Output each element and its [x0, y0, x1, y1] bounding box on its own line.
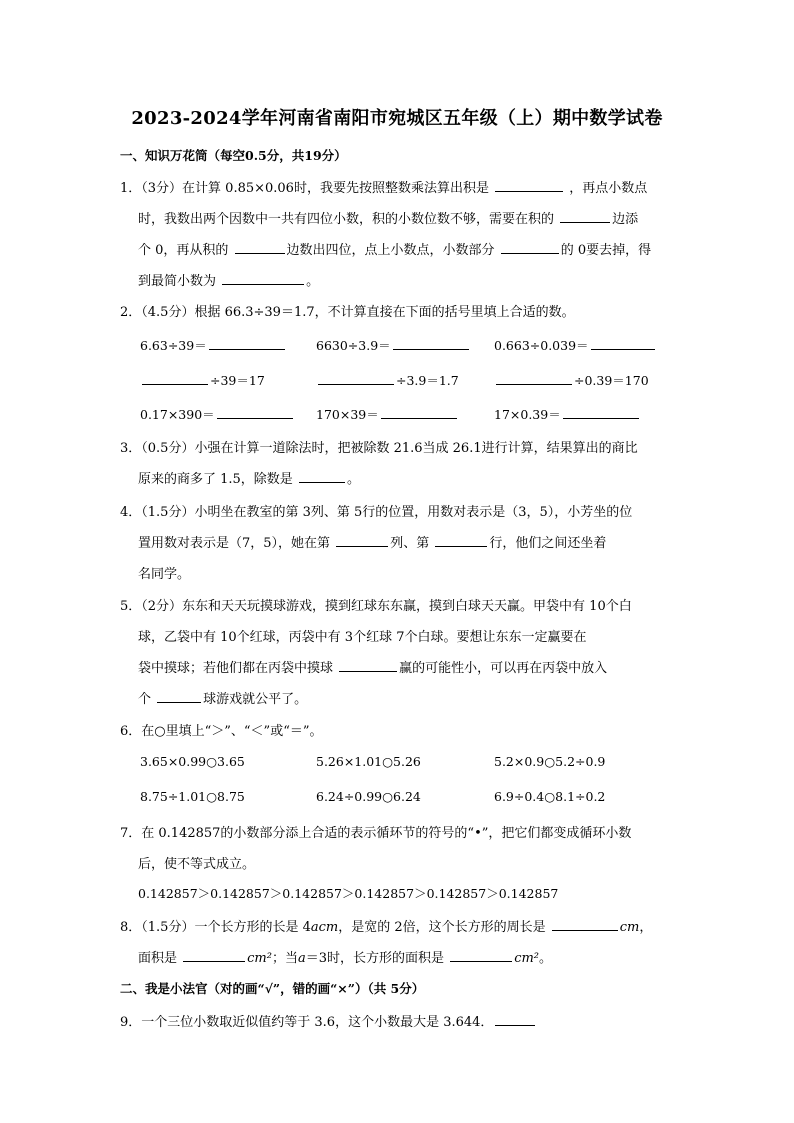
q1-text-b: ，再点小数点 [569, 181, 648, 196]
q4-text-b: 置用数对表示是（7，5），她在第 [138, 536, 331, 551]
q2-item [140, 371, 265, 389]
answer-blank[interactable] [450, 948, 512, 962]
answer-blank[interactable] [235, 240, 285, 254]
question-5-line-4 [138, 688, 307, 707]
q1-text-h: 到最简小数为 [138, 274, 217, 289]
q5-text-d: 赢的可能性小，可以再在丙袋中放入 [399, 661, 608, 676]
q2-expr: 6630÷3.9＝ [316, 338, 391, 353]
q8-end: 。 [539, 951, 553, 966]
answer-blank[interactable] [495, 1012, 535, 1026]
q2-expr: ÷39＝17 [210, 373, 265, 388]
answer-blank[interactable] [495, 178, 563, 192]
q8-text-b2: ；当 [271, 951, 298, 966]
question-7-line-2: 后，使不等式成立。 [138, 857, 256, 872]
q1-text-g: 的 0要去掉，得 [560, 243, 652, 258]
q2-expr: 0.663÷0.039＝ [494, 338, 589, 353]
answer-blank[interactable] [435, 533, 487, 547]
answer-blank[interactable] [209, 336, 285, 350]
q6-item[interactable]: 6.9÷0.4○8.1÷0.2 [494, 789, 606, 804]
answer-blank[interactable] [496, 371, 572, 385]
answer-blank[interactable] [591, 336, 655, 350]
answer-blank[interactable] [393, 336, 469, 350]
answer-blank[interactable] [501, 240, 559, 254]
q1-text-c: 时，我数出两个因数中一共有四位小数，积的小数位数不够，需要在积的 [138, 212, 555, 227]
question-1-line-1 [120, 177, 647, 196]
exam-title: 2023-2024学年河南省南阳市宛城区五年级（上）期中数学试卷 [131, 108, 663, 129]
question-1-line-3 [138, 239, 651, 258]
q1-text-e: 个 0，再从积的 [138, 243, 229, 258]
q2-item [140, 336, 287, 354]
answer-blank[interactable] [157, 689, 201, 703]
q5-text-e: 个 [138, 692, 152, 707]
answer-blank[interactable] [299, 469, 345, 483]
q2-item [140, 405, 295, 423]
question-1-line-2 [138, 208, 638, 227]
q8-unit: cm² [514, 951, 540, 966]
q2-expr: ÷3.9＝1.7 [396, 373, 459, 388]
q6-item[interactable]: 5.2×0.9○5.2÷0.9 [494, 754, 606, 769]
answer-blank[interactable] [381, 405, 457, 419]
q8-text-a: 8．（1.5分）一个长方形的长是 4 [120, 920, 311, 935]
q6-item[interactable]: 8.75÷1.01○8.75 [140, 789, 245, 804]
question-4-line-2 [138, 532, 606, 551]
q2-expr: 6.63÷39＝ [140, 338, 207, 353]
answer-blank[interactable] [336, 533, 388, 547]
q8-text-a2: ，是宽的 2倍，这个长方形的周长是 [338, 920, 546, 935]
q2-expr: 170×39＝ [316, 407, 379, 422]
question-1-line-4 [138, 270, 319, 289]
q2-expr: ÷0.39＝170 [574, 373, 649, 388]
q2-item [316, 336, 471, 354]
q2-item [494, 405, 641, 423]
q2-expr: 0.17×390＝ [140, 407, 215, 422]
q8-variable: a [298, 951, 306, 966]
question-5-line-3 [138, 657, 607, 676]
q9-text: 9．一个三位小数取近似值约等于 3.6，这个小数最大是 3.644． [120, 1015, 494, 1030]
question-2-stem: 2．（4.5分）根据 66.3÷39＝1.7，不计算直接在下面的括号里填上合适的数。 [120, 305, 575, 320]
question-8-line-2 [138, 947, 552, 966]
q5-text-c: 袋中摸球；若他们都在丙袋中摸球 [138, 661, 334, 676]
answer-blank[interactable] [183, 948, 245, 962]
q1-text-f: 边数出四位，点上小数点，小数部分 [286, 243, 495, 258]
question-3-line-1: 3．（0.5分）小强在计算一道除法时，把被除数 21.6当成 26.1进行计算，结果算出的商比 [120, 441, 638, 456]
q6-item[interactable]: 6.24÷0.99○6.24 [316, 789, 421, 804]
q6-item[interactable]: 5.26×1.01○5.26 [316, 754, 421, 769]
q8-unit: cm² [247, 951, 272, 966]
q2-item [316, 371, 459, 389]
section-2-heading: 二、我是小法官（对的画“√”，错的画“×”）（共 5分） [120, 981, 425, 996]
question-7-line-1: 7．在 0.142857的小数部分添上合适的表示循环节的符号的“•”，把它们都变成循环小数 [120, 826, 632, 841]
q8-text-b: 面积是 [138, 951, 178, 966]
q2-item [316, 405, 459, 423]
question-5-line-1: 5．（2分）东东和天天玩摸球游戏，摸到红球东东赢，摸到白球天天赢。甲袋中有 10个白 [120, 599, 632, 614]
q6-item[interactable]: 3.65×0.99○3.65 [140, 754, 245, 769]
answer-blank[interactable] [318, 371, 394, 385]
q7-inequality[interactable]: 0.142857＞0.142857＞0.142857＞0.142857＞0.142857＞0.142857 [138, 886, 559, 901]
answer-blank[interactable] [560, 209, 610, 223]
q4-text-d: 行，他们之间还坐着 [489, 536, 607, 551]
q3-text-c: 。 [346, 472, 360, 487]
answer-blank[interactable] [217, 405, 293, 419]
q1-text-a: 1．（3分）在计算 0.85×0.06时，我要先按照整数乘法算出积是 [120, 181, 489, 196]
q4-text-c: 列、第 [390, 536, 430, 551]
q2-expr: 17×0.39＝ [494, 407, 561, 422]
question-6-stem: 6．在○里填上“＞”、“＜”或“＝”。 [120, 724, 323, 739]
q1-text-d: 边添 [612, 212, 639, 227]
question-4-line-3: 名同学。 [138, 567, 191, 582]
question-9-line [120, 1011, 537, 1030]
q3-text-b: 原来的商多了 1.5，除数是 [138, 472, 293, 487]
section-1-heading: 一、知识万花筒（每空0.5分，共19分） [120, 148, 347, 163]
answer-blank[interactable] [552, 917, 618, 931]
answer-blank[interactable] [339, 658, 397, 672]
question-3-line-2 [138, 468, 360, 487]
q1-text-i: 。 [306, 274, 320, 289]
answer-blank[interactable] [222, 271, 304, 285]
question-8-line-1 [120, 916, 652, 935]
q5-text-f: 球游戏就公平了。 [203, 692, 308, 707]
question-4-line-1: 4．（1.5分）小明坐在教室的第 3列、第 5行的位置，用数对表示是（3，5），小芳坐的位 [120, 505, 633, 520]
q8-unit: cm [619, 920, 640, 935]
q2-item [494, 336, 657, 354]
q2-item [494, 371, 649, 389]
q8-text-b3: ＝3时，长方形的面积是 [305, 951, 445, 966]
question-5-line-2: 球，乙袋中有 10个红球，丙袋中有 3个红球 7个白球。要想让东东一定赢要在 [138, 630, 587, 645]
answer-blank[interactable] [563, 405, 639, 419]
q8-comma: ， [639, 920, 653, 935]
q8-variable: acm [310, 920, 339, 935]
answer-blank[interactable] [142, 371, 208, 385]
